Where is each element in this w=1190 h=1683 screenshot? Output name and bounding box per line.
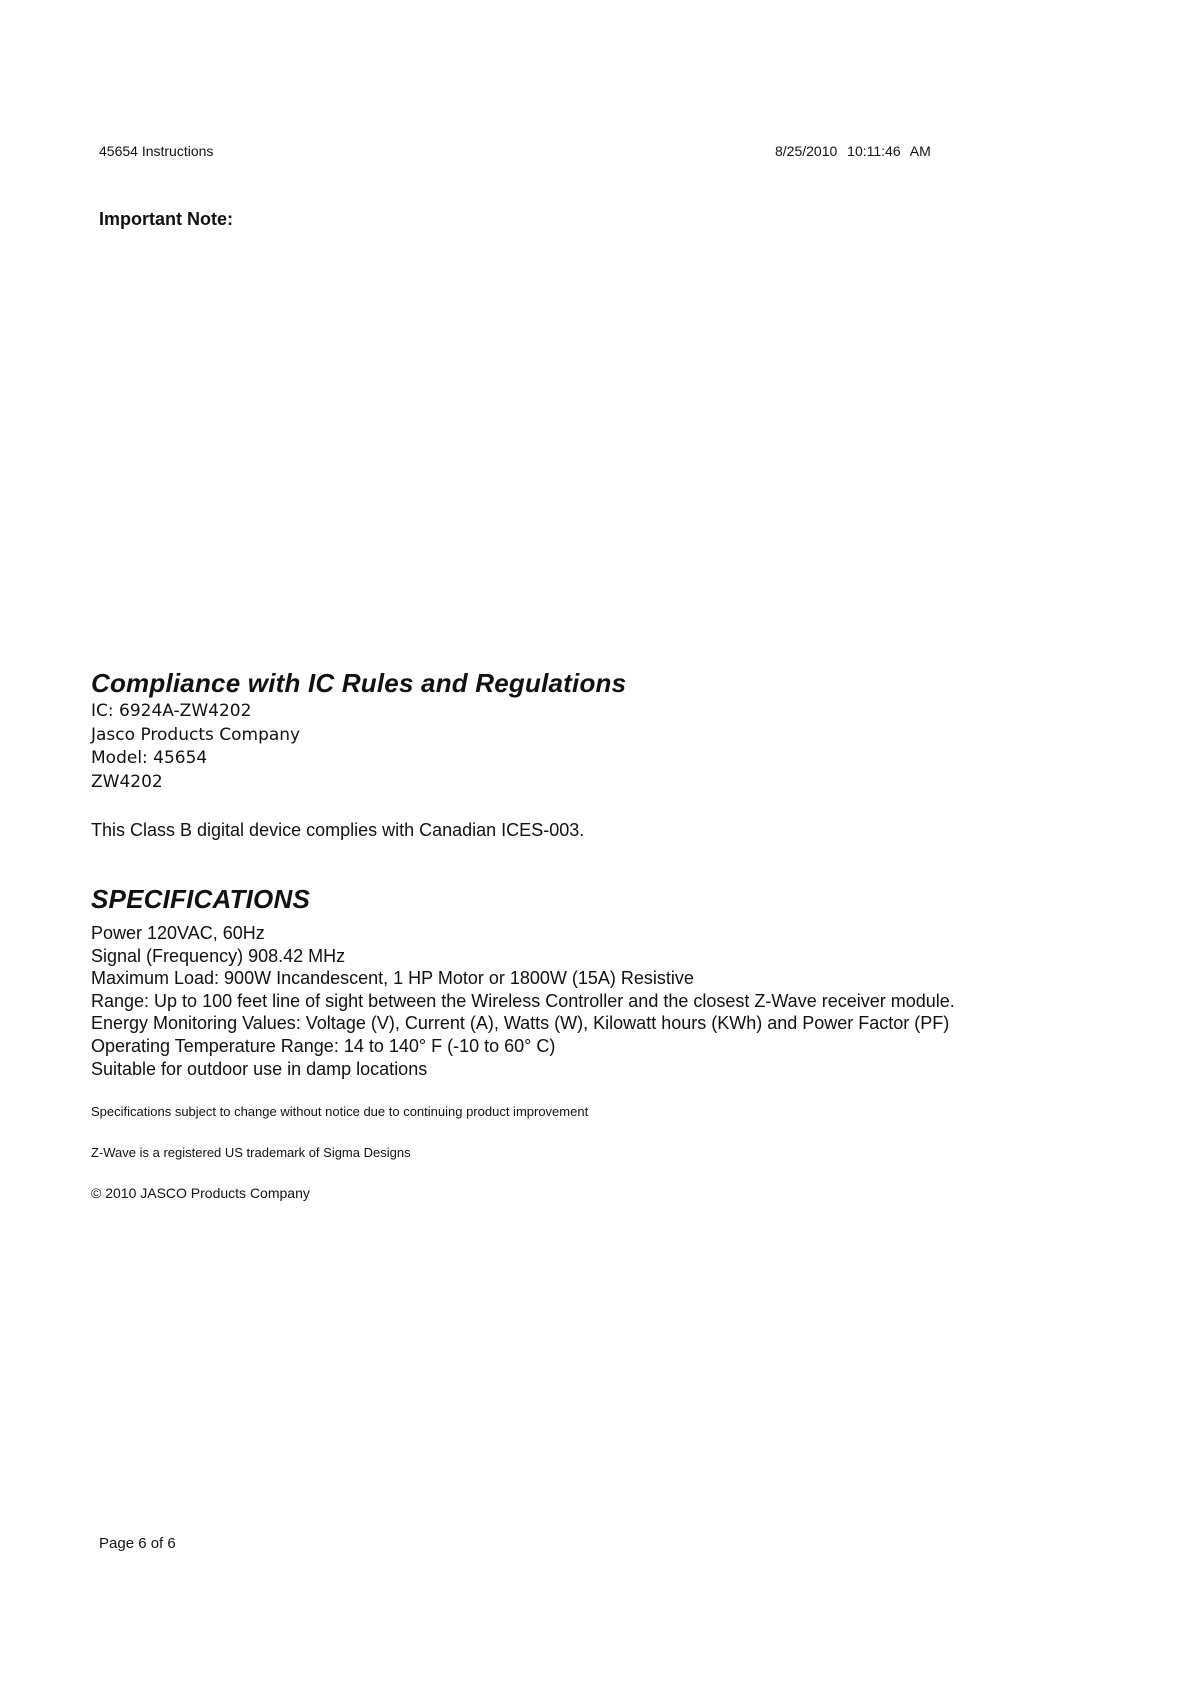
spec-item: Operating Temperature Range: 14 to 140° F (-10 to 60° C)	[91, 1035, 556, 1056]
change-notice: Specifications subject to change without notice due to continuing product improvement	[91, 1104, 589, 1119]
model-number: Model: 45654	[91, 748, 208, 768]
compliance-title: Compliance with IC Rules and Regulations	[91, 668, 627, 698]
document-name: 45654 Instructions	[99, 143, 214, 159]
spec-item: Maximum Load: 900W Incandescent, 1 HP Motor or 1800W (15A) Resistive	[91, 968, 694, 989]
ices-statement: This Class B digital device complies with Canadian ICES-003.	[91, 820, 585, 840]
specifications-title: SPECIFICATIONS	[91, 884, 311, 914]
important-note-heading: Important Note:	[99, 209, 233, 229]
company-name: Jasco Products Company	[91, 724, 301, 745]
trademark-notice: Z-Wave is a registered US trademark of Sigma Designs	[91, 1145, 411, 1160]
spec-item: Energy Monitoring Values: Voltage (V), Current (A), Watts (W), Kilowatt hours (KWh) and Power Factor (PF)	[91, 1013, 950, 1034]
copyright-notice: © 2010 JASCO Products Company	[91, 1185, 310, 1201]
page-number: Page 6 of 6	[99, 1535, 176, 1552]
spec-item: Range: Up to 100 feet line of sight between the Wireless Controller and the closest Z-Wave receiver module.	[91, 990, 955, 1011]
spec-item: Suitable for outdoor use in damp locations	[91, 1058, 428, 1079]
spec-item: Power 120VAC, 60Hz	[91, 923, 265, 943]
print-timestamp: 8/25/2010 10:11:46 AM	[775, 143, 931, 159]
ic-number: IC: 6924A-ZW4202	[91, 701, 252, 721]
product-code: ZW4202	[91, 771, 163, 792]
ic-info-block	[91, 700, 300, 794]
specifications-list	[91, 922, 955, 1080]
spec-item: Signal (Frequency) 908.42 MHz	[91, 945, 346, 966]
